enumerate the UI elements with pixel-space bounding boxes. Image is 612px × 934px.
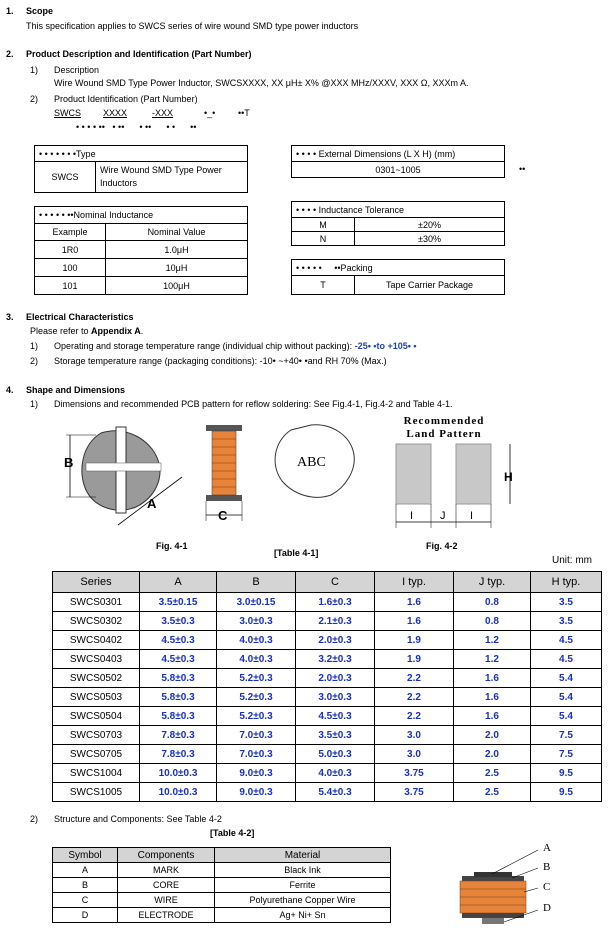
land-pattern-title-2: Land Pattern xyxy=(406,428,482,440)
table-row xyxy=(53,688,602,707)
value-cell: 3.5 xyxy=(531,612,602,631)
ind-box xyxy=(34,206,248,295)
tol-head: • • • • Inductance Tolerance xyxy=(292,202,505,218)
t41-h-4: I typ. xyxy=(375,572,454,593)
s4-title: Shape and Dimensions xyxy=(26,385,126,395)
value-cell: 5.4 xyxy=(531,669,602,688)
struct-label-b: B xyxy=(543,861,551,873)
value-cell: 5.4±0.3 xyxy=(296,783,375,802)
pack-code: T xyxy=(292,276,355,295)
value-cell: 4.5 xyxy=(531,650,602,669)
tol-box xyxy=(291,201,505,246)
value-cell: 5.8±0.3 xyxy=(140,707,217,726)
pn-part-2: XXXX xyxy=(103,108,128,118)
value-cell: 0.8 xyxy=(454,612,531,631)
ind-r2-c2: 10μH xyxy=(106,259,248,277)
value-cell: 4.0±0.3 xyxy=(296,764,375,783)
label-h: H xyxy=(504,470,513,484)
ind-r1-c1: 1R0 xyxy=(35,241,106,259)
s4-i2-num: 2) xyxy=(30,814,39,824)
t41-h-5: J typ. xyxy=(454,572,531,593)
value-cell: 2.1±0.3 xyxy=(296,612,375,631)
s3-ref-pre: Please refer to xyxy=(30,326,92,336)
component-cell: WIRE xyxy=(118,893,215,908)
value-cell: 2.2 xyxy=(375,688,454,707)
label-abc: ABC xyxy=(297,455,326,470)
label-i-left: I xyxy=(410,510,414,522)
table-4-1-caption: [Table 4-1] xyxy=(274,548,319,558)
value-cell: 1.2 xyxy=(454,650,531,669)
tol-r1-c1: M xyxy=(292,218,355,232)
s4-i1-num: 1) xyxy=(30,399,39,409)
dim-value: 0301~1005 xyxy=(292,162,505,178)
value-cell: 5.8±0.3 xyxy=(140,688,217,707)
value-cell: 2.0±0.3 xyxy=(296,631,375,650)
label-c: C xyxy=(218,508,228,523)
table-4-2-header xyxy=(53,848,391,863)
table-row xyxy=(53,745,602,764)
s3-i1 xyxy=(54,341,417,351)
series-cell: SWCS0503 xyxy=(53,688,140,707)
pn-part-4: •_• xyxy=(204,108,216,118)
t41-h-6: H typ. xyxy=(531,572,602,593)
label-i-right: I xyxy=(470,510,474,522)
dim-box-head: • • • • External Dimensions (L X H) (mm) xyxy=(292,146,505,162)
type-box xyxy=(34,145,248,193)
value-cell: 9.5 xyxy=(531,783,602,802)
tol-r2-c2: ±30% xyxy=(355,232,505,246)
fig-4-1-caption: Fig. 4-1 xyxy=(156,541,188,551)
s3-ref-bold: Appendix A xyxy=(91,326,141,336)
value-cell: 5.2±0.3 xyxy=(217,669,296,688)
value-cell: 4.5 xyxy=(531,631,602,650)
ind-r3-c2: 100μH xyxy=(106,277,248,295)
s2-title: Product Description and Identification (Part Number) xyxy=(26,49,252,59)
t41-h-0: Series xyxy=(53,572,140,593)
struct-mark xyxy=(474,872,512,877)
value-cell: 2.5 xyxy=(454,783,531,802)
s4-i1-text: Dimensions and recommended PCB pattern for reflow soldering: See Fig.4-1, Fig.4-2 and Table 4-1. xyxy=(54,399,453,409)
value-cell: 1.6 xyxy=(454,669,531,688)
value-cell: 4.5±0.3 xyxy=(140,631,217,650)
unit-label: Unit: mm xyxy=(552,555,592,566)
t42-h-1: Components xyxy=(118,848,215,863)
component-cell: D xyxy=(53,908,118,923)
series-cell: SWCS1004 xyxy=(53,764,140,783)
ind-r1-c2: 1.0μH xyxy=(106,241,248,259)
value-cell: 9.0±0.3 xyxy=(217,764,296,783)
value-cell: 1.9 xyxy=(375,650,454,669)
component-cell: CORE xyxy=(118,878,215,893)
struct-electrode xyxy=(482,918,504,924)
s3-ref-post: . xyxy=(140,326,144,336)
table-4-1-header xyxy=(53,572,602,593)
s1-num: 1. xyxy=(6,6,14,16)
value-cell: 1.6 xyxy=(375,593,454,612)
t42-h-0: Symbol xyxy=(53,848,118,863)
s1-text: This specification applies to SWCS series of wire wound SMD type power inductors xyxy=(26,21,359,31)
table-4-2-caption: [Table 4-2] xyxy=(210,828,255,838)
struct-label-c: C xyxy=(543,881,551,893)
side-view xyxy=(206,425,242,501)
pn-dots: • • • • •• • •• • •• • • •• xyxy=(76,122,197,132)
s4-num: 4. xyxy=(6,385,14,395)
component-cell: Ag+ Ni+ Sn xyxy=(215,908,391,923)
table-4-1 xyxy=(52,571,602,802)
t41-h-2: B xyxy=(217,572,296,593)
s3-i1-val: -25• •to +105• • xyxy=(354,341,417,351)
table-row xyxy=(53,669,602,688)
pn-part-1: SWCS xyxy=(54,108,81,118)
s3-title: Electrical Characteristics xyxy=(26,312,134,322)
value-cell: 7.0±0.3 xyxy=(217,745,296,764)
series-cell: SWCS0703 xyxy=(53,726,140,745)
series-cell: SWCS0403 xyxy=(53,650,140,669)
ind-r3-c1: 101 xyxy=(35,277,106,295)
component-cell: Ferrite xyxy=(215,878,391,893)
value-cell: 7.0±0.3 xyxy=(217,726,296,745)
ind-head: • • • • • ••Nominal Inductance xyxy=(35,207,248,224)
land-pattern-title-1: Recommended xyxy=(403,415,485,427)
value-cell: 1.6 xyxy=(375,612,454,631)
value-cell: 2.0 xyxy=(454,726,531,745)
series-cell: SWCS1005 xyxy=(53,783,140,802)
value-cell: 5.4 xyxy=(531,707,602,726)
label-a: A xyxy=(147,496,157,511)
fig-4-2-caption: Fig. 4-2 xyxy=(426,541,458,551)
table-row xyxy=(53,908,391,923)
table-row xyxy=(53,863,391,878)
component-cell: MARK xyxy=(118,863,215,878)
value-cell: 2.0±0.3 xyxy=(296,669,375,688)
pack-desc: Tape Carrier Package xyxy=(355,276,505,295)
table-row xyxy=(53,593,602,612)
tol-r2-c1: N xyxy=(292,232,355,246)
ind-r2-c1: 100 xyxy=(35,259,106,277)
value-cell: 3.0±0.3 xyxy=(296,688,375,707)
value-cell: 3.75 xyxy=(375,783,454,802)
value-cell: 9.0±0.3 xyxy=(217,783,296,802)
s2-i1-title: Description xyxy=(54,65,100,75)
s2-num: 2. xyxy=(6,49,14,59)
table-4-2 xyxy=(52,847,391,923)
series-cell: SWCS0301 xyxy=(53,593,140,612)
component-cell: C xyxy=(53,893,118,908)
t41-h-3: C xyxy=(296,572,375,593)
s3-num: 3. xyxy=(6,312,14,322)
value-cell: 3.0 xyxy=(375,745,454,764)
label-j: J xyxy=(440,510,446,522)
value-cell: 3.5±0.15 xyxy=(140,593,217,612)
value-cell: 4.5±0.3 xyxy=(296,707,375,726)
dim-tail: •• xyxy=(519,164,526,174)
value-cell: 7.8±0.3 xyxy=(140,745,217,764)
pn-part-5: ••T xyxy=(238,108,250,118)
value-cell: 1.9 xyxy=(375,631,454,650)
value-cell: 4.0±0.3 xyxy=(217,650,296,669)
value-cell: 5.4 xyxy=(531,688,602,707)
table-row xyxy=(53,631,602,650)
s3-i2-text: Storage temperature range (packaging conditions): -10• ~+40• •and RH 70% (Max.) xyxy=(54,356,387,366)
value-cell: 5.2±0.3 xyxy=(217,688,296,707)
t42-h-2: Material xyxy=(215,848,391,863)
table-4-2-body xyxy=(53,863,391,923)
value-cell: 3.5±0.3 xyxy=(296,726,375,745)
series-cell: SWCS0504 xyxy=(53,707,140,726)
type-box-head: • • • • • • •Type xyxy=(35,146,248,162)
ind-col2: Nominal Value xyxy=(106,224,248,241)
ind-col1: Example xyxy=(35,224,106,241)
value-cell: 4.0±0.3 xyxy=(217,631,296,650)
value-cell: 10.0±0.3 xyxy=(140,783,217,802)
value-cell: 2.5 xyxy=(454,764,531,783)
pack-head: • • • • • ••Packing xyxy=(292,260,505,276)
value-cell: 3.5 xyxy=(531,593,602,612)
table-row xyxy=(53,764,602,783)
series-cell: SWCS0402 xyxy=(53,631,140,650)
s4-i2-text: Structure and Components: See Table 4-2 xyxy=(54,814,222,824)
pn-part-3: -XXX xyxy=(152,108,174,118)
value-cell: 7.5 xyxy=(531,726,602,745)
dim-box xyxy=(291,145,505,178)
table-row xyxy=(53,783,602,802)
value-cell: 2.2 xyxy=(375,669,454,688)
series-cell: SWCS0302 xyxy=(53,612,140,631)
tol-r1-c2: ±20% xyxy=(355,218,505,232)
value-cell: 3.0±0.15 xyxy=(217,593,296,612)
s2-i2-title: Product Identification (Part Number) xyxy=(54,94,198,104)
component-cell: A xyxy=(53,863,118,878)
s2-i1-num: 1) xyxy=(30,65,39,75)
series-cell: SWCS0502 xyxy=(53,669,140,688)
value-cell: 3.2±0.3 xyxy=(296,650,375,669)
s1-title: Scope xyxy=(26,6,54,16)
value-cell: 2.0 xyxy=(454,745,531,764)
value-cell: 3.0±0.3 xyxy=(217,612,296,631)
s2-i2-num: 2) xyxy=(30,94,39,104)
table-row xyxy=(53,650,602,669)
s3-i1-num: 1) xyxy=(30,341,39,351)
table-row xyxy=(53,893,391,908)
value-cell: 1.6 xyxy=(454,688,531,707)
struct-bottom-flange xyxy=(462,913,524,918)
value-cell: 10.0±0.3 xyxy=(140,764,217,783)
component-cell: Black Ink xyxy=(215,863,391,878)
s2-i1-text: Wire Wound SMD Type Power Inductor, SWCSXXXX, XX μH± X% @XXX MHz/XXXV, XXX Ω, XXXm A. xyxy=(54,78,469,88)
table-row xyxy=(53,612,602,631)
label-b: B xyxy=(64,455,74,470)
table-4-1-body xyxy=(53,593,602,802)
struct-label-a: A xyxy=(543,842,551,854)
value-cell: 3.75 xyxy=(375,764,454,783)
fig-4-1-drawing xyxy=(56,415,406,530)
value-cell: 5.8±0.3 xyxy=(140,669,217,688)
value-cell: 4.5±0.3 xyxy=(140,650,217,669)
t41-h-1: A xyxy=(140,572,217,593)
type-code: SWCS xyxy=(35,162,96,193)
land-pad-right xyxy=(456,444,491,504)
value-cell: 7.8±0.3 xyxy=(140,726,217,745)
value-cell: 0.8 xyxy=(454,593,531,612)
value-cell: 7.5 xyxy=(531,745,602,764)
type-desc: Wire Wound SMD Type Power Inductors xyxy=(96,162,248,193)
value-cell: 3.0 xyxy=(375,726,454,745)
value-cell: 2.2 xyxy=(375,707,454,726)
component-cell: B xyxy=(53,878,118,893)
value-cell: 1.6±0.3 xyxy=(296,593,375,612)
s3-i2-num: 2) xyxy=(30,356,39,366)
struct-label-d: D xyxy=(543,902,551,914)
table-row xyxy=(53,878,391,893)
value-cell: 3.5±0.3 xyxy=(140,612,217,631)
land-pad-left xyxy=(396,444,431,504)
s3-i1-text: Operating and storage temperature range (individual chip without packing): xyxy=(54,341,355,351)
value-cell: 1.6 xyxy=(454,707,531,726)
value-cell: 1.2 xyxy=(454,631,531,650)
component-cell: Polyurethane Copper Wire xyxy=(215,893,391,908)
value-cell: 5.0±0.3 xyxy=(296,745,375,764)
component-cell: ELECTRODE xyxy=(118,908,215,923)
s3-ref xyxy=(30,326,143,336)
table-row xyxy=(53,726,602,745)
series-cell: SWCS0705 xyxy=(53,745,140,764)
value-cell: 9.5 xyxy=(531,764,602,783)
pack-box xyxy=(291,259,505,295)
value-cell: 5.2±0.3 xyxy=(217,707,296,726)
leader-b xyxy=(512,868,538,878)
table-row xyxy=(53,707,602,726)
